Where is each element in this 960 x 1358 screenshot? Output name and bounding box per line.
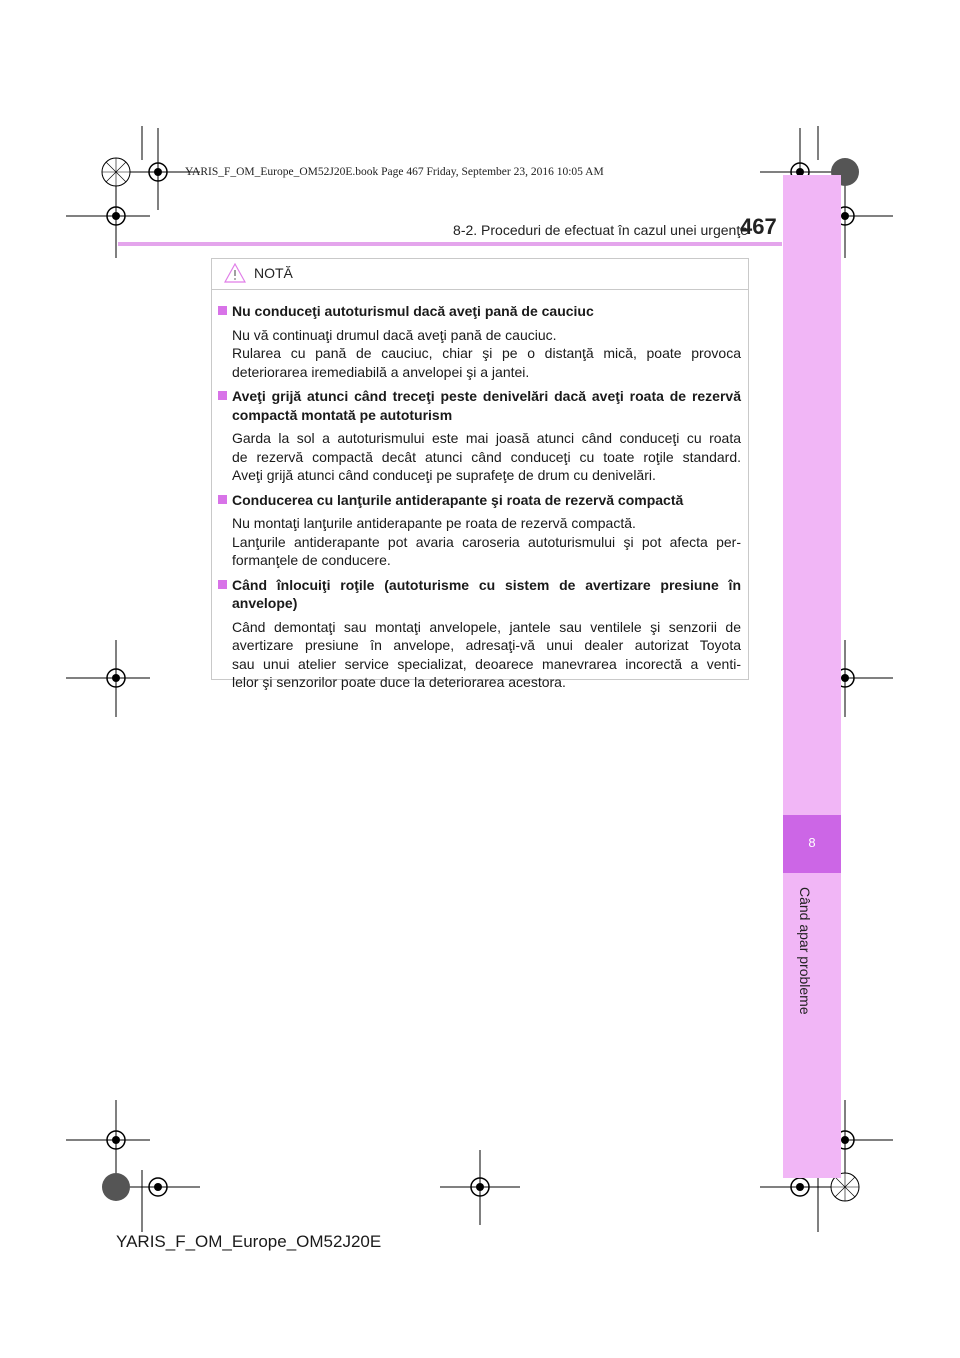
chapter-label-box bbox=[783, 887, 841, 1097]
text-line: Nu vă continuaţi drumul dacă aveţi pană de cauciuc. bbox=[232, 326, 557, 343]
notice-item-title bbox=[218, 491, 741, 510]
notice-item-text bbox=[218, 429, 741, 485]
text-line: de rezervă compactă decât atunci când conduceţi cu toate roţile standard. bbox=[232, 448, 741, 465]
notice-item-title bbox=[218, 302, 741, 321]
notice-item-text bbox=[218, 618, 741, 692]
notice-item bbox=[218, 491, 741, 570]
chapter-number: 8 bbox=[808, 835, 816, 850]
book-meta-line: YARIS_F_OM_Europe_OM52J20E.book Page 467 Friday, September 23, 2016 10:05 AM bbox=[185, 166, 604, 178]
square-bullet-icon bbox=[218, 495, 227, 504]
notice-title: NOTĂ bbox=[254, 265, 293, 281]
text-line: Aveţi grijă atunci când conduceţi pe suprafeţe de drum cu denivelări. bbox=[232, 467, 656, 483]
chapter-side-tab bbox=[783, 175, 841, 1178]
text-line: Garda la sol a autoturismului este mai joasă atunci când conduceţi cu roata bbox=[232, 430, 741, 446]
header-rule bbox=[118, 242, 782, 246]
chapter-label: Când apar probleme bbox=[797, 887, 813, 1015]
warning-triangle-icon bbox=[224, 263, 246, 283]
notice-item-title bbox=[218, 387, 741, 424]
notice-item-title-text: Aveţi grijă atunci când treceţi peste denivelări dacă aveţi roata de rezervă compactă montată pe autoturism bbox=[232, 388, 741, 423]
text-line: Când demontaţi sau montaţi anvelopele, jantele sau ventilele şi senzorii de bbox=[232, 618, 741, 635]
text-line: Lanţurile antiderapante pot avaria caroseria autoturismului şi pot afecta per- bbox=[232, 533, 741, 550]
notice-item-title-text: Nu conduceţi autoturismul dacă aveţi pană de cauciuc bbox=[232, 303, 594, 319]
section-title: 8-2. Proceduri de efectuat în cazul unei urgenţe bbox=[453, 222, 748, 238]
notice-item bbox=[218, 576, 741, 692]
text-line: Nu montaţi lanţurile antiderapante pe roata de rezervă compactă. bbox=[232, 515, 636, 531]
square-bullet-icon bbox=[218, 306, 227, 315]
notice-item bbox=[218, 387, 741, 485]
text-line: deteriorarea iremediabilă a anvelopei şi a jantei. bbox=[232, 363, 530, 380]
footer-document-code: YARIS_F_OM_Europe_OM52J20E bbox=[116, 1232, 382, 1251]
square-bullet-icon bbox=[218, 391, 227, 400]
notice-item-text bbox=[218, 514, 741, 570]
square-bullet-icon bbox=[218, 580, 227, 589]
notice-item-title bbox=[218, 576, 741, 613]
notice-header bbox=[212, 259, 748, 290]
notice-item bbox=[218, 302, 741, 381]
text-line: lelor şi senzorilor poate duce la deteriorarea acestora. bbox=[232, 674, 566, 690]
text-line: formanţele de conducere. bbox=[232, 552, 391, 568]
notice-box bbox=[211, 258, 749, 690]
notice-item-title-text: Când înlocuiţi roţile (autoturisme cu sistem de avertizare presiune în anvelope) bbox=[232, 576, 741, 611]
notice-item-text bbox=[218, 326, 741, 382]
text-line: avertizare presiune în anvelope, adresaţi-vă unui dealer autorizat Toyota bbox=[232, 637, 741, 653]
page-number: 467 bbox=[740, 214, 777, 239]
notice-item-title-text: Conducerea cu lanţurile antiderapante şi roata de rezervă compactă bbox=[232, 491, 684, 508]
notice-body bbox=[212, 290, 748, 692]
text-line: sau unui atelier service specializat, deoarece manevrarea incorectă a venti- bbox=[232, 655, 741, 672]
text-line: Rularea cu pană de cauciuc, chiar şi pe o distanţă mică, poate provoca bbox=[232, 345, 741, 361]
